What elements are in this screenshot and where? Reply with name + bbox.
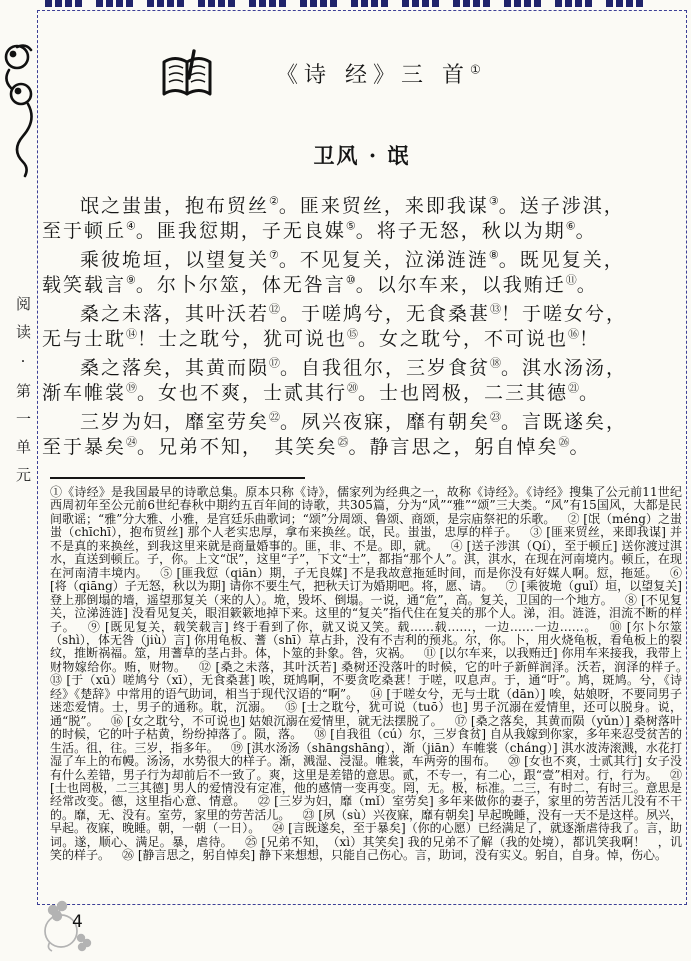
footnote-item: ⑮ [士之耽兮，犹可说（tuō）也] 男子沉溺在爱情里，还可以脱身。说，通“脱”。 — [50, 700, 682, 728]
footnote-gap — [406, 646, 424, 660]
flourish-ornament-icon — [2, 42, 38, 182]
footnote-gap — [240, 794, 258, 808]
footnote-gap — [490, 754, 508, 768]
footnote-gap — [352, 687, 370, 701]
page-footer — [36, 898, 116, 958]
footnote-divider-rule — [50, 477, 305, 479]
footnote-item: ⑥ [将（qiāng）子无怒，秋以为期] 请你不要生气，把秋天订为婚期吧。将，愿、请。 — [50, 565, 682, 594]
footnote-item: ② [氓（méng）之蚩蚩（chīchī），抱布贸丝] 那个人老实忠厚，拿布来换丝。氓，民。蚩蚩，忠厚的样子。 — [50, 511, 682, 540]
footnote-gap — [512, 525, 530, 539]
footnote-gap — [213, 741, 231, 755]
poem-stanza — [42, 410, 648, 460]
footnote-item: ⑪ [以尔车来，以我贿迁] 你用车来接我，我带上财物嫁给你。贿，财物。 — [50, 646, 682, 674]
footnote-gap — [69, 620, 88, 634]
page-flower-icon — [36, 900, 94, 954]
footnote-gap — [591, 620, 610, 634]
footnote-item: ㉓ [夙（sù）兴夜寐，靡有朝矣] 早起晚睡，没有一天不是这样。夙兴，早起。夜寐，晚睡。朝，一朝（一日）。 — [50, 807, 682, 836]
poem-stanza — [42, 302, 648, 352]
footnote-item: ⑦ [乘彼垝（guǐ）垣，以望复关] 登上那倒塌的墙，遥望那复关（来的人）。垝，毁坏、倒塌。一说，通“危”，高。复关，卫国的一个地方。 — [50, 579, 682, 607]
book-icon — [158, 48, 218, 100]
poem-stanza — [42, 356, 648, 406]
poem-line: 至于顿丘④。匪我愆期，子无良媒⑤。将子无怒，秋以为期⑥。 — [42, 219, 597, 242]
footnote-item: ⑤ [匪我愆（qiān）期，子无良媒] 不是我故意拖延时间，而是你没有好媒人啊。愆，拖延。 — [160, 565, 652, 580]
footnote-item: ⑨ [既见复关，载笑载言] 终于看到了你，就又说又笑。载……载……，一边……一边……。 — [87, 619, 592, 634]
footnote-item: ⑱ [自我徂（cú）尔，三岁食贫] 自从我嫁到你家，多年来忍受贫苦的生活。徂，往。三岁，指多年。 — [50, 727, 682, 755]
footnote-gap — [254, 821, 272, 835]
footnotes-block — [50, 486, 682, 863]
poem-stanza — [42, 194, 648, 244]
poem-line: 三岁为妇，靡室劳矣$^㉒$。夙兴夜寐，靡有朝矣$^㉓$。言既遂矣， — [80, 410, 628, 433]
footnote-item: ㉑ [士也罔极，二三其德] 男人的爱情没有定准，他的感情一变再变。罔，无。极，标准。二三，有时二，有时三。意思是经常改变。德，这里指心意、情意。 — [50, 767, 682, 809]
footnote-gap — [607, 593, 625, 607]
sidebar-unit-label: 阅读·第一单元 — [14, 296, 32, 495]
footnote-gap — [142, 566, 160, 580]
footnote-gap — [284, 808, 302, 822]
footnote-gap — [104, 848, 122, 862]
footnote-item: ③ [匪来贸丝，来即我谋] 并不是真的来换丝，到我这里来就是商量婚事的。匪，非、不是。即，就。 — [50, 525, 682, 553]
poem-stanza — [42, 248, 648, 298]
footnote-item: ⑳ [女也不爽，士贰其行] 女子没有什么差错，男子行为却前后不一致了。爽，这里是差错的意思。贰，不专一，有二心，跟“壹”相对。行，行为。 — [50, 754, 682, 782]
footnote-item: ⑭ [于嗟女兮，无与士耽（dān）] 唉，姑娘呀，不要同男子迷恋爱情。士，男子的通称。耽，沉溺。 — [50, 686, 682, 715]
poem-line: 至于暴矣$^㉔$。兄弟不知， 其笑矣$^㉕$。静言思之，躬自悼矣$^㉖$。 — [42, 435, 591, 458]
top-border-ornament — [45, 0, 645, 7]
footnote-gap — [93, 714, 111, 728]
footnote-item: ⑧ [不见复关，泣涕涟涟] 没看见复关，眼泪簌簌地掉下来。这里的“复关”指代住在复关的那个人。涕，泪。涟涟，泪流不断的样子。 — [50, 592, 682, 634]
footnote-gap — [296, 727, 314, 741]
footnote-item: ⑯ [女之耽兮，不可说也] 姑娘沉溺在爱情里，就无法摆脱了。 — [110, 713, 437, 728]
footnote-gap — [180, 660, 198, 674]
footnote-item: ④ [送子涉淇（Qí），至于顿丘] 送你渡过淇水，直送到顿丘。子，你。上文“氓”，这里“子”，下文“士”，都指“那个人”。淇，淇水，在现在河南境内。顿丘，在现在河南清丰境内。 — [50, 538, 682, 580]
footnote-item: ⑩ [尔卜尔筮（shì），体无咎（jiù）言] 你用龟板、蓍（shī）草占卦，没有不吉利的预兆。尔，你。卜，用火烧龟板，看龟板上的裂纹，推断祸福。筮，用蓍草的茎占卦。体，卜筮的卦象。咎，灾祸。 — [50, 619, 682, 661]
footnote-item: ㉖ [静言思之，躬自悼矣] 静下来想想，只能自己伤心。言，助词，没有实义。躬自，自身。悼，伤心。 — [122, 848, 668, 863]
footnote-gap — [267, 700, 285, 714]
footnote-gap — [487, 579, 505, 593]
footnote-gap — [652, 768, 670, 782]
lesson-title: 《诗 经》三 首① — [276, 62, 481, 88]
poem-line: 桑之未落，其叶沃若⑫。于嗟鸠兮，无食桑葚⑬！于嗟女兮， — [80, 302, 628, 325]
footnote-gap — [437, 714, 455, 728]
footnote-gap — [652, 566, 670, 580]
poem-line: 渐车帷裳⑲。女也不爽，士贰其行⑳。士也罔极，二三其德$^㉑$。 — [42, 381, 601, 404]
footnote-item: ⑰ [桑之落矣，其黄而陨（yǔn）] 桑树落叶的时候，它的叶子枯黄，纷纷掉落了。陨，落。 — [50, 713, 682, 742]
footnote-item: ㉕ [兄弟不知， （xì）其笑矣] 我的兄弟不了解（我的处境），都讥笑我啊！ ，讥笑的样子。 — [50, 834, 682, 863]
footnote-gap — [227, 835, 245, 849]
poem-line: 氓之蚩蚩，抱布贸丝②。匪来贸丝，来即我谋③。送子涉淇， — [80, 194, 625, 217]
page-number: 4 — [72, 912, 83, 932]
poem-line: 无与士耽⑭！士之耽兮，犹可说也⑮。女之耽兮，不可说也⑯！ — [42, 327, 601, 350]
footnote-gap — [432, 539, 450, 553]
poem-line: 载笑载言⑨。尔卜尔筮，体无咎言⑩。以尔车来，以我贿迁⑪。 — [42, 273, 598, 296]
footnote-item: ㉒ [三岁为妇，靡（mǐ）室劳矣] 多年来做你的妻子，家里的劳苦活儿没有不干的。靡，无、没有。室劳，家里的劳苦活儿。 — [50, 794, 682, 822]
footnote-item: ⑬ [于（xū）嗟鸠兮（xī），无食桑葚] 唉，斑鸠啊，不要贪吃桑葚！于嗟，叹息声。于，通“吁”。鸠，斑鸠。兮，《诗经》《楚辞》中常用的语气助词，相当于现代汉语的“啊”。 — [50, 673, 682, 701]
footnote-item: ⑫ [桑之未落，其叶沃若] 桑树还没落叶的时候，它的叶子新鲜润泽。沃若，润泽的样子。 — [198, 659, 682, 674]
poem-line: 乘彼垝垣，以望复关⑦。不见复关，泣涕涟涟⑧。既见复关， — [80, 248, 625, 271]
footnote-gap — [549, 512, 567, 526]
poem-line: 桑之落矣，其黄而陨⑰。自我徂尔，三岁食贫⑱。淇水汤汤， — [80, 356, 628, 379]
poem-title: 卫风 · 氓 — [313, 143, 411, 168]
footnote-item: ①《诗经》是我国最早的诗歌总集。原本只称《诗》，儒家列为经典之一，故称《诗经》。《诗经》搜集了公元前11世纪西周初年至公元前6世纪春秋中期约五百年间的诗歌，共305篇，分为“风”“雅”“颂”三大类。“风”有15国风，大都是民间歌谣；“雅”分大雅、小雅，是宫廷乐曲歌词；“颂”分周颂、鲁颂、商颂，是宗庙祭祀的乐歌。 — [50, 485, 682, 526]
poem-body — [42, 194, 648, 464]
footnote-item: ㉔ [言既遂矣，至于暴矣]（你的心愿）已经满足了，就逐渐虐待我了。言，助词。遂，顺心、满足。暴，虐待。 — [50, 821, 682, 849]
footnote-gap — [682, 660, 691, 674]
footnote-item: ⑲ [淇水汤汤（shāngshāng），渐（jiān）车帷裳（cháng）] 淇水波涛滚溅，水花打湿了车上的布幔。汤汤，水势很大的样子。渐，溅湿、浸湿。帷裳，车两旁的围布。 — [50, 740, 682, 769]
